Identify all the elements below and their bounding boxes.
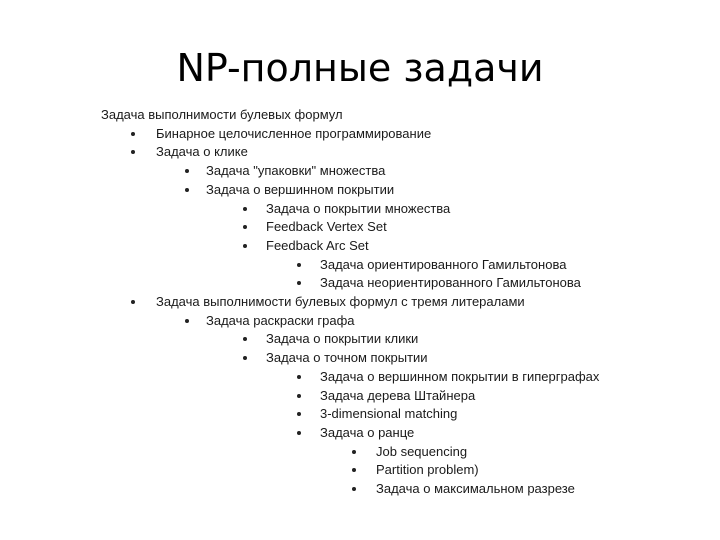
outline-item-level-5: Задача о максимальном разрезе bbox=[376, 481, 575, 496]
bullet-icon bbox=[297, 412, 301, 416]
outline-item-level-2: Задача "упаковки" множества bbox=[206, 163, 386, 178]
bullet-icon bbox=[185, 188, 189, 192]
bullet-icon bbox=[131, 132, 135, 136]
bullet-icon bbox=[352, 468, 356, 472]
bullet-icon bbox=[131, 150, 135, 154]
outline-item-level-3: Задача о точном покрытии bbox=[266, 350, 428, 365]
bullet-icon bbox=[243, 244, 247, 248]
bullet-icon bbox=[352, 450, 356, 454]
outline-item-level-3: Feedback Vertex Set bbox=[266, 219, 387, 234]
bullet-icon bbox=[131, 300, 135, 304]
outline-item-level-5: Job sequencing bbox=[376, 444, 468, 459]
bullet-icon bbox=[297, 281, 301, 285]
outline-item-level-4: Задача дерева Штайнера bbox=[320, 388, 476, 403]
outline-item-level-3: Feedback Arc Set bbox=[266, 238, 369, 253]
bullet-icon bbox=[297, 263, 301, 267]
bullet-icon bbox=[243, 225, 247, 229]
outline-item-level-4: Задача о ранце bbox=[320, 425, 415, 440]
bullet-icon bbox=[185, 169, 189, 173]
outline-item-level-4: 3-dimensional matching bbox=[320, 406, 458, 421]
bullet-icon bbox=[185, 319, 189, 323]
outline-item-level-1: Бинарное целочисленное программирование bbox=[156, 126, 432, 141]
outline-item-level-2: Задача о вершинном покрытии bbox=[206, 182, 395, 197]
outline-item-level-0: Задача выполнимости булевых формул bbox=[101, 107, 343, 122]
bullet-icon bbox=[243, 356, 247, 360]
outline-item-level-5: Partition problem) bbox=[376, 462, 479, 477]
bullet-icon bbox=[297, 375, 301, 379]
outline-item-level-4: Задача о вершинном покрытии в гиперграфах bbox=[320, 369, 600, 384]
outline-item-level-1: Задача выполнимости булевых формул с тремя литералами bbox=[156, 294, 525, 309]
outline-item-level-3: Задача о покрытии множества bbox=[266, 201, 451, 216]
bullet-icon bbox=[243, 337, 247, 341]
bullet-icon bbox=[297, 394, 301, 398]
outline-item-level-4: Задача неориентированного Гамильтонова bbox=[320, 275, 581, 290]
outline-item-level-2: Задача раскраски графа bbox=[206, 313, 355, 328]
bullet-icon bbox=[297, 431, 301, 435]
bullet-icon bbox=[243, 207, 247, 211]
slide-title: NP-полные задачи bbox=[176, 46, 544, 90]
outline-item-level-4: Задача ориентированного Гамильтонова bbox=[320, 257, 567, 272]
bullet-icon bbox=[352, 487, 356, 491]
outline-item-level-3: Задача о покрытии клики bbox=[266, 331, 419, 346]
outline-item-level-1: Задача о клике bbox=[156, 144, 248, 159]
